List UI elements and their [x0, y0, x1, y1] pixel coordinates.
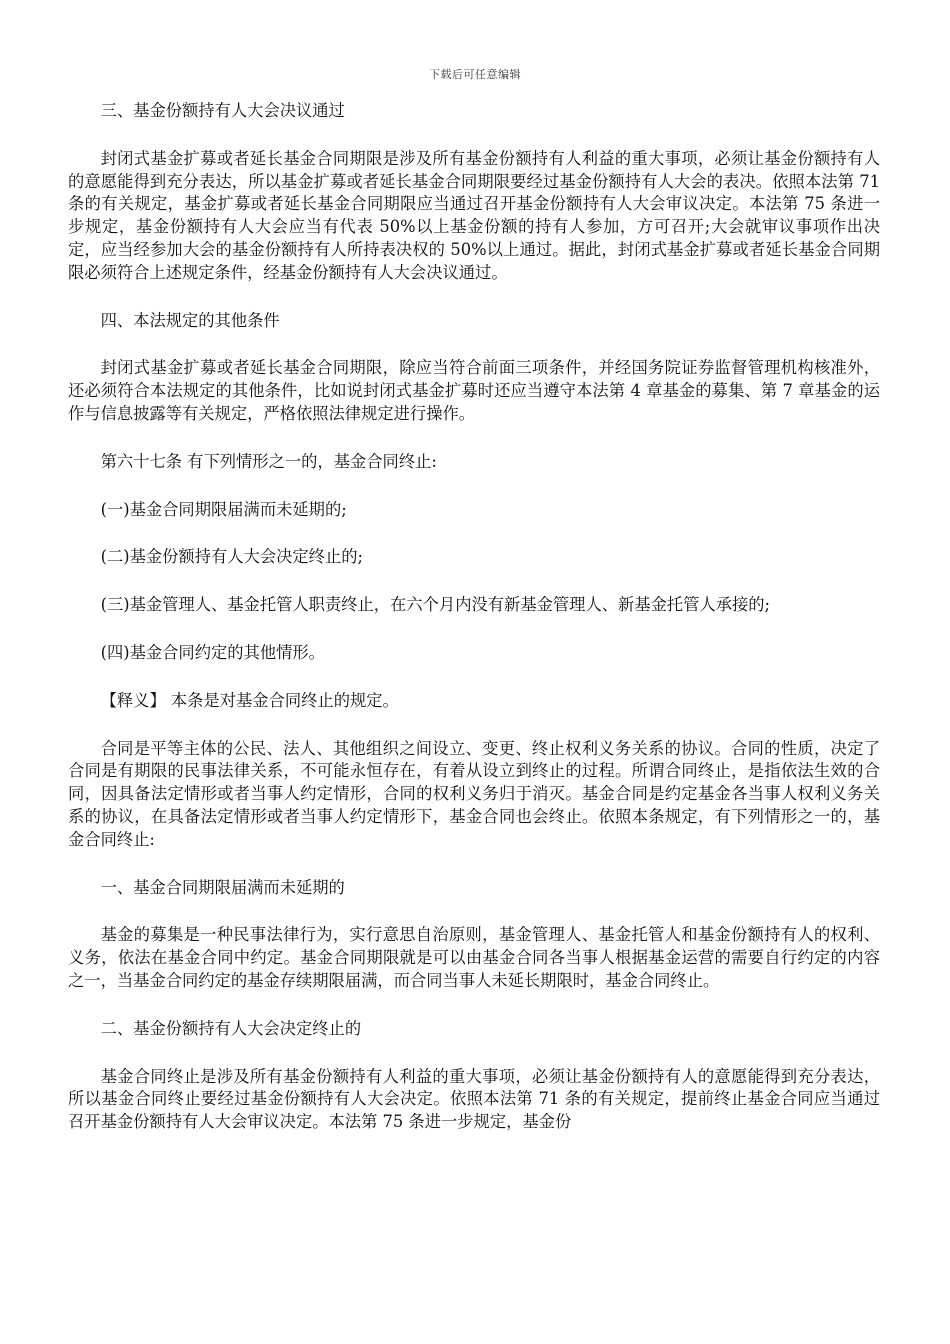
page-header-note: 下载后可任意编辑 [429, 68, 521, 81]
section-heading-3: 三、基金份额持有人大会决议通过 [100, 101, 345, 120]
list-item: (一)基金合同期限届满而未延期的; [100, 499, 347, 519]
body-paragraph: 合同是平等主体的公民、法人、其他组织之间设立、变更、终止权利义务关系的协议。合同的性质，决定了合同是有期限的民事法律关系，不可能永恒存在，有着从设立到终止的过程。所谓合同终止，是指依法生效的合同，因具备法定情形或者当事人约定情形，合同的权利义务归于消灭。基金合同是约定基金各当事人权利义务关系的协议，在具备法定情形或者当事人约定情形下，基金合同也会终止。依照本条规定，有下列情形之一的，基金合同终止: [68, 738, 880, 849]
document-body [68, 100, 880, 1134]
list-item: (二)基金份额持有人大会决定终止的; [100, 547, 364, 567]
body-paragraph: 基金的募集是一种民事法律行为，实行意思自治原则，基金管理人、基金托管人和基金份额持有人的权利、义务，依法在基金合同中约定。基金合同期限就是可以由基金合同各当事人根据基金运营的需要自行约定的内容之一，当基金合同约定的基金存续期限届满，而合同当事人未延长期限时，基金合同终止。 [68, 925, 880, 990]
section-heading-1: 一、基金合同期限届满而未延期的 [100, 877, 345, 897]
article-heading: 第六十七条 有下列情形之一的，基金合同终止: [100, 451, 437, 471]
list-item: (四)基金合同约定的其他情形。 [100, 642, 325, 662]
body-paragraph: 封闭式基金扩募或者延长基金合同期限是涉及所有基金份额持有人利益的重大事项，必须让基金份额持有人的意愿能得到充分表达，所以基金扩募或者延长基金合同期限要经过基金份额持有人大会的表决。依照本法第 71 条的有关规定，基金扩募或者延长基金合同期限应当通过召开基金份额持有人大会审议决定。本法第 75 条进一步规定，基金份额持有人大会应当有代表 50%以上基金份额的持有人参加，方可召开;大会就审议事项作出决定，应当经参加大会的基金份额持有人所持表决权的 50%以上通过。据此，封闭式基金扩募或者延长基金合同期限必须符合上述规定条件，经基金份额持有人大会决议通过。 [68, 148, 880, 282]
interpretation-heading: 【释义】 本条是对基金合同终止的规定。 [100, 690, 399, 710]
section-heading-4: 四、本法规定的其他条件 [100, 310, 280, 330]
section-heading-2: 二、基金份额持有人大会决定终止的 [100, 1018, 362, 1038]
body-paragraph: 封闭式基金扩募或者延长基金合同期限，除应当符合前面三项条件，并经国务院证券监督管理机构核准外，还必须符合本法规定的其他条件，比如说封闭式基金扩募时还应当遵守本法第 4 章基金的募集、第 7 章基金的运作与信息披露等有关规定，严格依照法律规定进行操作。 [68, 358, 880, 423]
body-paragraph: 基金合同终止是涉及所有基金份额持有人利益的重大事项，必须让基金份额持有人的意愿能得到充分表达，所以基金合同终止要经过基金份额持有人大会决定。依照本法第 71 条的有关规定，提前终止基金合同应当通过召开基金份额持有人大会审议决定。本法第 75 条进一步规定，基金份 [68, 1066, 880, 1132]
list-item: (三)基金管理人、基金托管人职责终止，在六个月内没有新基金管理人、新基金托管人承接的; [100, 595, 771, 615]
